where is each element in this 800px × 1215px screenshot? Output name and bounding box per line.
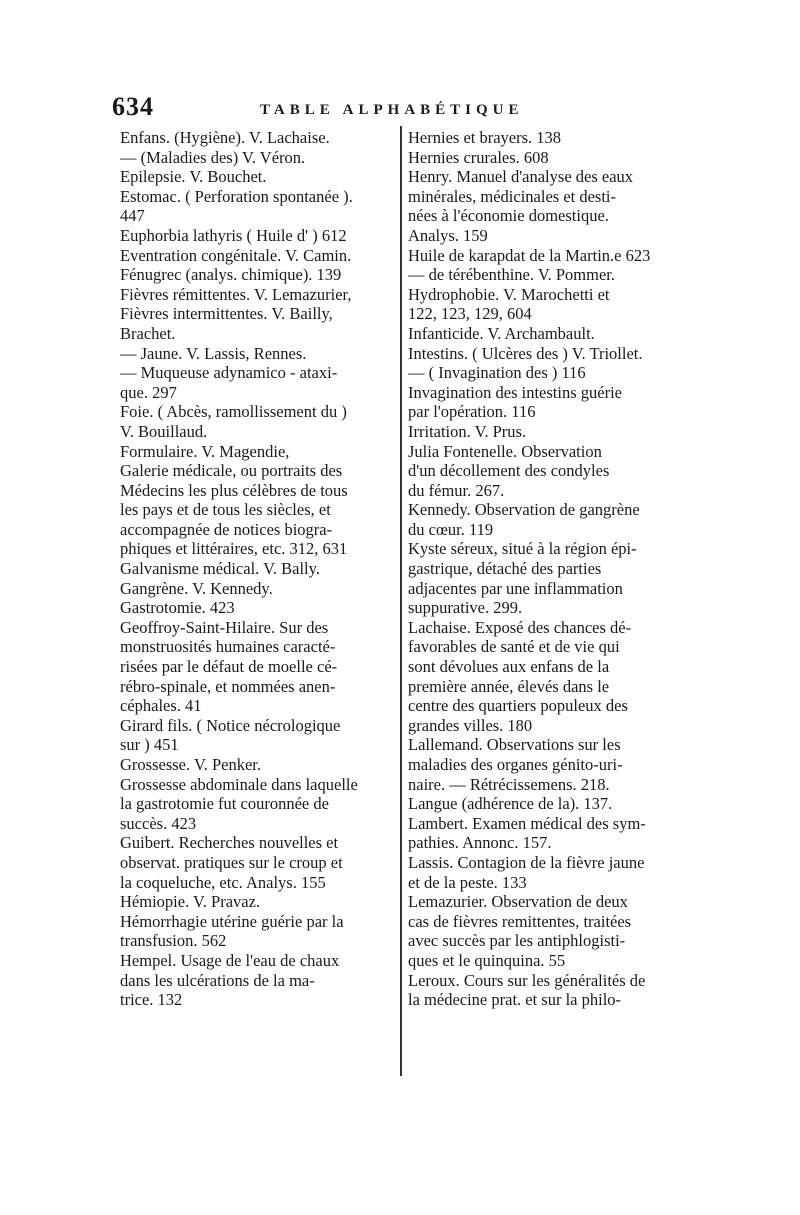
index-line: Eventration congénitale. V. Camin. bbox=[120, 245, 352, 265]
index-line: avec succès par les antiphlogisti- bbox=[408, 931, 626, 951]
index-line: Analys. 159 bbox=[408, 225, 488, 245]
index-line: Irritation. V. Prus. bbox=[408, 421, 527, 441]
index-line: Infanticide. V. Archambault. bbox=[408, 323, 595, 343]
index-line: succès. 423 bbox=[120, 813, 197, 833]
index-line: grandes villes. 180 bbox=[408, 715, 533, 735]
index-line: la médecine prat. et sur la philo- bbox=[408, 990, 622, 1010]
index-line: gastrique, détaché des parties bbox=[408, 559, 602, 579]
index-line: par l'opération. 116 bbox=[408, 402, 536, 422]
index-line: Euphorbia lathyris ( Huile d' ) 612 bbox=[120, 225, 347, 245]
index-line: monstruosités humaines caracté- bbox=[120, 637, 336, 657]
index-line: Guibert. Recherches nouvelles et bbox=[120, 833, 339, 853]
index-line: — (Maladies des) V. Véron. bbox=[120, 147, 306, 167]
index-line: minérales, médicinales et desti- bbox=[408, 186, 617, 206]
index-line: Kennedy. Observation de gangrène bbox=[408, 500, 640, 520]
index-line: Lassis. Contagion de la fièvre jaune bbox=[408, 852, 645, 872]
index-line: Intestins. ( Ulcères des ) V. Triollet. bbox=[408, 343, 643, 363]
index-line: Médecins les plus célèbres de tous bbox=[120, 480, 348, 500]
index-line: Fièvres rémittentes. V. Lemazurier, bbox=[120, 284, 352, 304]
index-line: maladies des organes génito-uri- bbox=[408, 755, 623, 774]
index-line: d'un décollement des condyles bbox=[408, 461, 610, 481]
index-line: Formulaire. V. Magendie, bbox=[120, 441, 290, 461]
index-line: adjacentes par une inflammation bbox=[408, 578, 623, 598]
index-line: Gastrotomie. 423 bbox=[120, 598, 235, 618]
index-line: Girard fils. ( Notice nécrologique bbox=[120, 715, 341, 735]
index-line: première année, élevés dans le bbox=[408, 676, 610, 696]
index-line: trice. 132 bbox=[120, 990, 183, 1010]
index-line: Lallemand. Observations sur les bbox=[408, 735, 621, 755]
index-line: du cœur. 119 bbox=[408, 519, 494, 539]
index-line: cas de fièvres remittentes, traitées bbox=[408, 911, 632, 931]
index-column-left bbox=[120, 128, 395, 1010]
index-line: — ( Invagination des ) 116 bbox=[408, 363, 586, 383]
index-page bbox=[110, 92, 685, 1092]
index-line: Epilepsie. V. Bouchet. bbox=[120, 167, 267, 187]
running-title: TABLE ALPHABÉTIQUE bbox=[260, 102, 524, 118]
index-line: accompagnée de notices biogra- bbox=[120, 519, 333, 539]
index-line: naire. — Rétrécissemens. 218. bbox=[408, 774, 610, 794]
index-line: céphales. 41 bbox=[120, 696, 202, 716]
index-line: observat. pratiques sur le croup et bbox=[120, 852, 343, 872]
page-number: 634 bbox=[112, 92, 154, 121]
index-line: dans les ulcérations de la ma- bbox=[120, 970, 315, 990]
index-line: sur ) 451 bbox=[120, 735, 179, 755]
index-line: Hémiopie. V. Pravaz. bbox=[120, 892, 261, 912]
index-line: ques et le quinquina. 55 bbox=[408, 950, 566, 970]
index-line: et de la peste. 133 bbox=[408, 872, 527, 892]
index-line: Hydrophobie. V. Marochetti et bbox=[408, 284, 610, 304]
index-line: favorables de santé et de vie qui bbox=[408, 637, 620, 657]
index-line: Leroux. Cours sur les généralités de bbox=[408, 970, 646, 990]
index-line: — Jaune. V. Lassis, Rennes. bbox=[120, 343, 307, 363]
index-line: Fénugrec (analys. chimique). 139 bbox=[120, 265, 342, 285]
index-line: du fémur. 267. bbox=[408, 480, 505, 500]
index-line: — Muqueuse adynamico - ataxi- bbox=[120, 363, 338, 383]
index-line: Huile de karapdat de la Martin.e 623 bbox=[408, 245, 651, 265]
index-line: Geoffroy-Saint-Hilaire. Sur des bbox=[120, 617, 329, 637]
index-line: suppurative. 299. bbox=[408, 598, 523, 618]
index-line: Foie. ( Abcès, ramollissement du ) bbox=[120, 402, 347, 422]
index-line: Enfans. (Hygiène). V. Lachaise. bbox=[120, 128, 330, 147]
index-line: Galvanisme médical. V. Bally. bbox=[120, 559, 320, 579]
index-line: Hernies crurales. 608 bbox=[408, 147, 549, 167]
index-line: la coqueluche, etc. Analys. 155 bbox=[120, 872, 326, 892]
index-line: Hémorrhagie utérine guérie par la bbox=[120, 911, 344, 931]
index-line: Julia Fontenelle. Observation bbox=[408, 441, 602, 461]
index-line: Langue (adhérence de la). 137. bbox=[408, 794, 613, 814]
index-line: V. Bouillaud. bbox=[120, 421, 208, 441]
index-column-right bbox=[408, 128, 683, 1010]
index-line: — de térébenthine. V. Pommer. bbox=[408, 265, 615, 285]
index-line: Hempel. Usage de l'eau de chaux bbox=[120, 950, 340, 970]
index-line: rébro-spinale, et nommées anen- bbox=[120, 676, 336, 696]
index-line: nées à l'économie domestique. bbox=[408, 206, 609, 226]
index-line: Fièvres intermittentes. V. Bailly, bbox=[120, 304, 333, 324]
index-line: transfusion. 562 bbox=[120, 931, 227, 951]
index-line: pathies. Annonc. 157. bbox=[408, 833, 552, 853]
page-header bbox=[110, 92, 685, 128]
index-line: Lambert. Examen médical des sym- bbox=[408, 813, 646, 833]
index-line: Kyste séreux, situé à la région épi- bbox=[408, 539, 637, 559]
index-line: Grossesse abdominale dans laquelle bbox=[120, 774, 358, 794]
index-line: centre des quartiers populeux des bbox=[408, 696, 628, 716]
index-line: les pays et de tous les siècles, et bbox=[120, 500, 331, 520]
index-line: Invagination des intestins guérie bbox=[408, 382, 622, 402]
column-divider bbox=[400, 126, 402, 1076]
index-line: sont dévolues aux enfans de la bbox=[408, 657, 610, 677]
index-line: Estomac. ( Perforation spontanée ). bbox=[120, 186, 353, 206]
index-line: 122, 123, 129, 604 bbox=[408, 304, 532, 324]
index-line: Grossesse. V. Penker. bbox=[120, 755, 262, 774]
index-line: Hernies et brayers. 138 bbox=[408, 128, 562, 147]
index-line: Henry. Manuel d'analyse des eaux bbox=[408, 167, 634, 187]
index-line: la gastrotomie fut couronnée de bbox=[120, 794, 329, 814]
index-line: Gangrène. V. Kennedy. bbox=[120, 578, 273, 598]
index-line: Brachet. bbox=[120, 323, 176, 343]
index-line: 447 bbox=[120, 206, 145, 226]
index-line: Galerie médicale, ou portraits des bbox=[120, 461, 343, 481]
index-line: Lachaise. Exposé des chances dé- bbox=[408, 617, 632, 637]
index-line: Lemazurier. Observation de deux bbox=[408, 892, 628, 912]
index-line: risées par le défaut de moelle cé- bbox=[120, 657, 338, 677]
index-line: phiques et littéraires, etc. 312, 631 bbox=[120, 539, 348, 559]
index-line: que. 297 bbox=[120, 382, 177, 402]
